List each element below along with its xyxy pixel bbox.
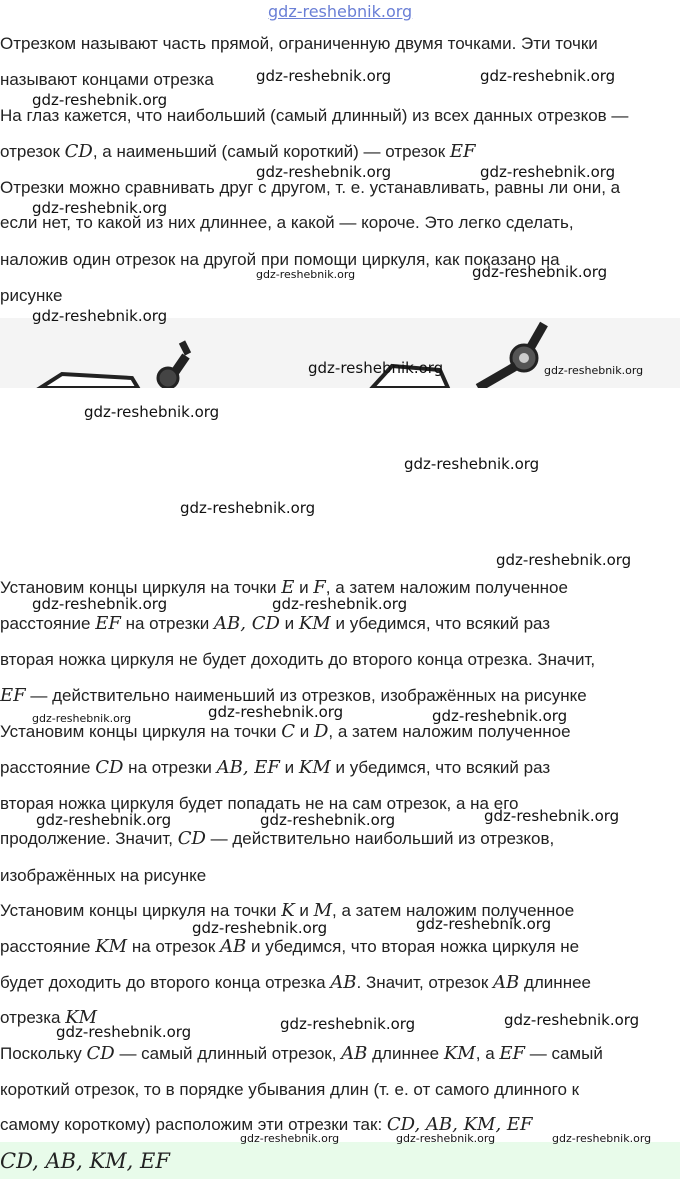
watermark: gdz-reshebnik.org	[32, 712, 132, 725]
text-line: расстояние KM на отрезок AB и убедимся, что вторая ножка циркуля не	[0, 936, 580, 957]
text-line: короткий отрезок, то в порядке убывания длин (т. е. от самого длинного к	[0, 1080, 580, 1099]
watermark: gdz-reshebnik.org	[260, 811, 396, 829]
text-line: На глаз кажется, что наибольший (самый длинный) из всех данных отрезков —	[0, 106, 629, 125]
text-line: наложив один отрезок на другой при помощи циркуля, как показано на	[0, 250, 560, 269]
watermark: gdz-reshebnik.org	[256, 268, 356, 281]
text-line: EF — действительно наименьший из отрезков, изображённых на рисунке	[0, 685, 587, 706]
watermark: gdz-reshebnik.org	[256, 67, 392, 85]
text-line: называют концами отрезка	[0, 70, 214, 89]
watermark: gdz-reshebnik.org	[480, 67, 616, 85]
watermark: gdz-reshebnik.org	[308, 359, 444, 377]
watermark: gdz-reshebnik.org	[552, 1132, 652, 1145]
text-line: расстояние EF на отрезки AB, CD и KM и убедимся, что всякий раз	[0, 613, 551, 634]
text-line: Поскольку CD — самый длинный отрезок, AB длиннее KM, а EF — самый	[0, 1043, 603, 1064]
text-line: Установим концы циркуля на точки C и D, а затем наложим полученное	[0, 721, 571, 742]
watermark: gdz-reshebnik.org	[192, 919, 328, 937]
watermark: gdz-reshebnik.org	[32, 307, 168, 325]
watermark: gdz-reshebnik.org	[416, 915, 552, 933]
watermark: gdz-reshebnik.org	[56, 1023, 192, 1041]
watermark: gdz-reshebnik.org	[208, 703, 344, 721]
watermark: gdz-reshebnik.org	[272, 595, 408, 613]
text-line: Отрезком называют часть прямой, ограниченную двумя точками. Эти точки	[0, 34, 598, 53]
watermark: gdz-reshebnik.org	[432, 707, 568, 725]
top-watermark[interactable]: gdz-reshebnik.org	[268, 2, 413, 21]
text-line: продолжение. Значит, CD — действительно наибольший из отрезков,	[0, 828, 555, 849]
answer-text: CD, AB, KM, EF	[0, 1149, 170, 1173]
watermark: gdz-reshebnik.org	[496, 551, 632, 569]
watermark: gdz-reshebnik.org	[280, 1015, 416, 1033]
watermark: gdz-reshebnik.org	[32, 91, 168, 109]
watermark: gdz-reshebnik.org	[256, 163, 392, 181]
text-line: вторая ножка циркуля не будет доходить до второго конца отрезка. Значит,	[0, 650, 596, 669]
text-line: расстояние CD на отрезки AB, EF и KM и убедимся, что всякий раз	[0, 757, 551, 778]
watermark: gdz-reshebnik.org	[404, 455, 540, 473]
text-line: самому короткому) расположим эти отрезки так: CD, AB, KM, EF	[0, 1114, 533, 1135]
watermark: gdz-reshebnik.org	[396, 1132, 496, 1145]
watermark: gdz-reshebnik.org	[544, 364, 644, 377]
text-line: если нет, то какой из них длиннее, а какой — короче. Это легко сделать,	[0, 213, 574, 232]
text-line: будет доходить до второго конца отрезка AB. Значит, отрезок AB длиннее	[0, 972, 591, 993]
watermark: gdz-reshebnik.org	[240, 1132, 340, 1145]
text-line: отрезок CD, а наименьший (самый короткий) — отрезок EF	[0, 141, 476, 162]
text-line: отрезка KM	[0, 1007, 98, 1028]
watermark: gdz-reshebnik.org	[472, 263, 608, 281]
text-line: Установим концы циркуля на точки K и M, а затем наложим полученное	[0, 900, 575, 921]
watermark: gdz-reshebnik.org	[480, 163, 616, 181]
compass-figure	[0, 318, 680, 388]
text-line: изображённых на рисунке	[0, 866, 207, 885]
text-line: рисунке	[0, 286, 63, 305]
watermark: gdz-reshebnik.org	[180, 499, 316, 517]
watermark: gdz-reshebnik.org	[504, 1011, 640, 1029]
watermark: gdz-reshebnik.org	[84, 403, 220, 421]
text-line: Установим концы циркуля на точки E и F, а затем наложим полученное	[0, 577, 568, 598]
text-line: вторая ножка циркуля будет попадать не на сам отрезок, а на его	[0, 794, 519, 813]
watermark: gdz-reshebnik.org	[32, 199, 168, 217]
text-line: Отрезки можно сравнивать друг с другом, т. е. устанавливать, равны ли они, а	[0, 178, 621, 197]
watermark: gdz-reshebnik.org	[36, 811, 172, 829]
watermark: gdz-reshebnik.org	[32, 595, 168, 613]
watermark: gdz-reshebnik.org	[484, 807, 620, 825]
compass-illustration	[0, 318, 680, 388]
